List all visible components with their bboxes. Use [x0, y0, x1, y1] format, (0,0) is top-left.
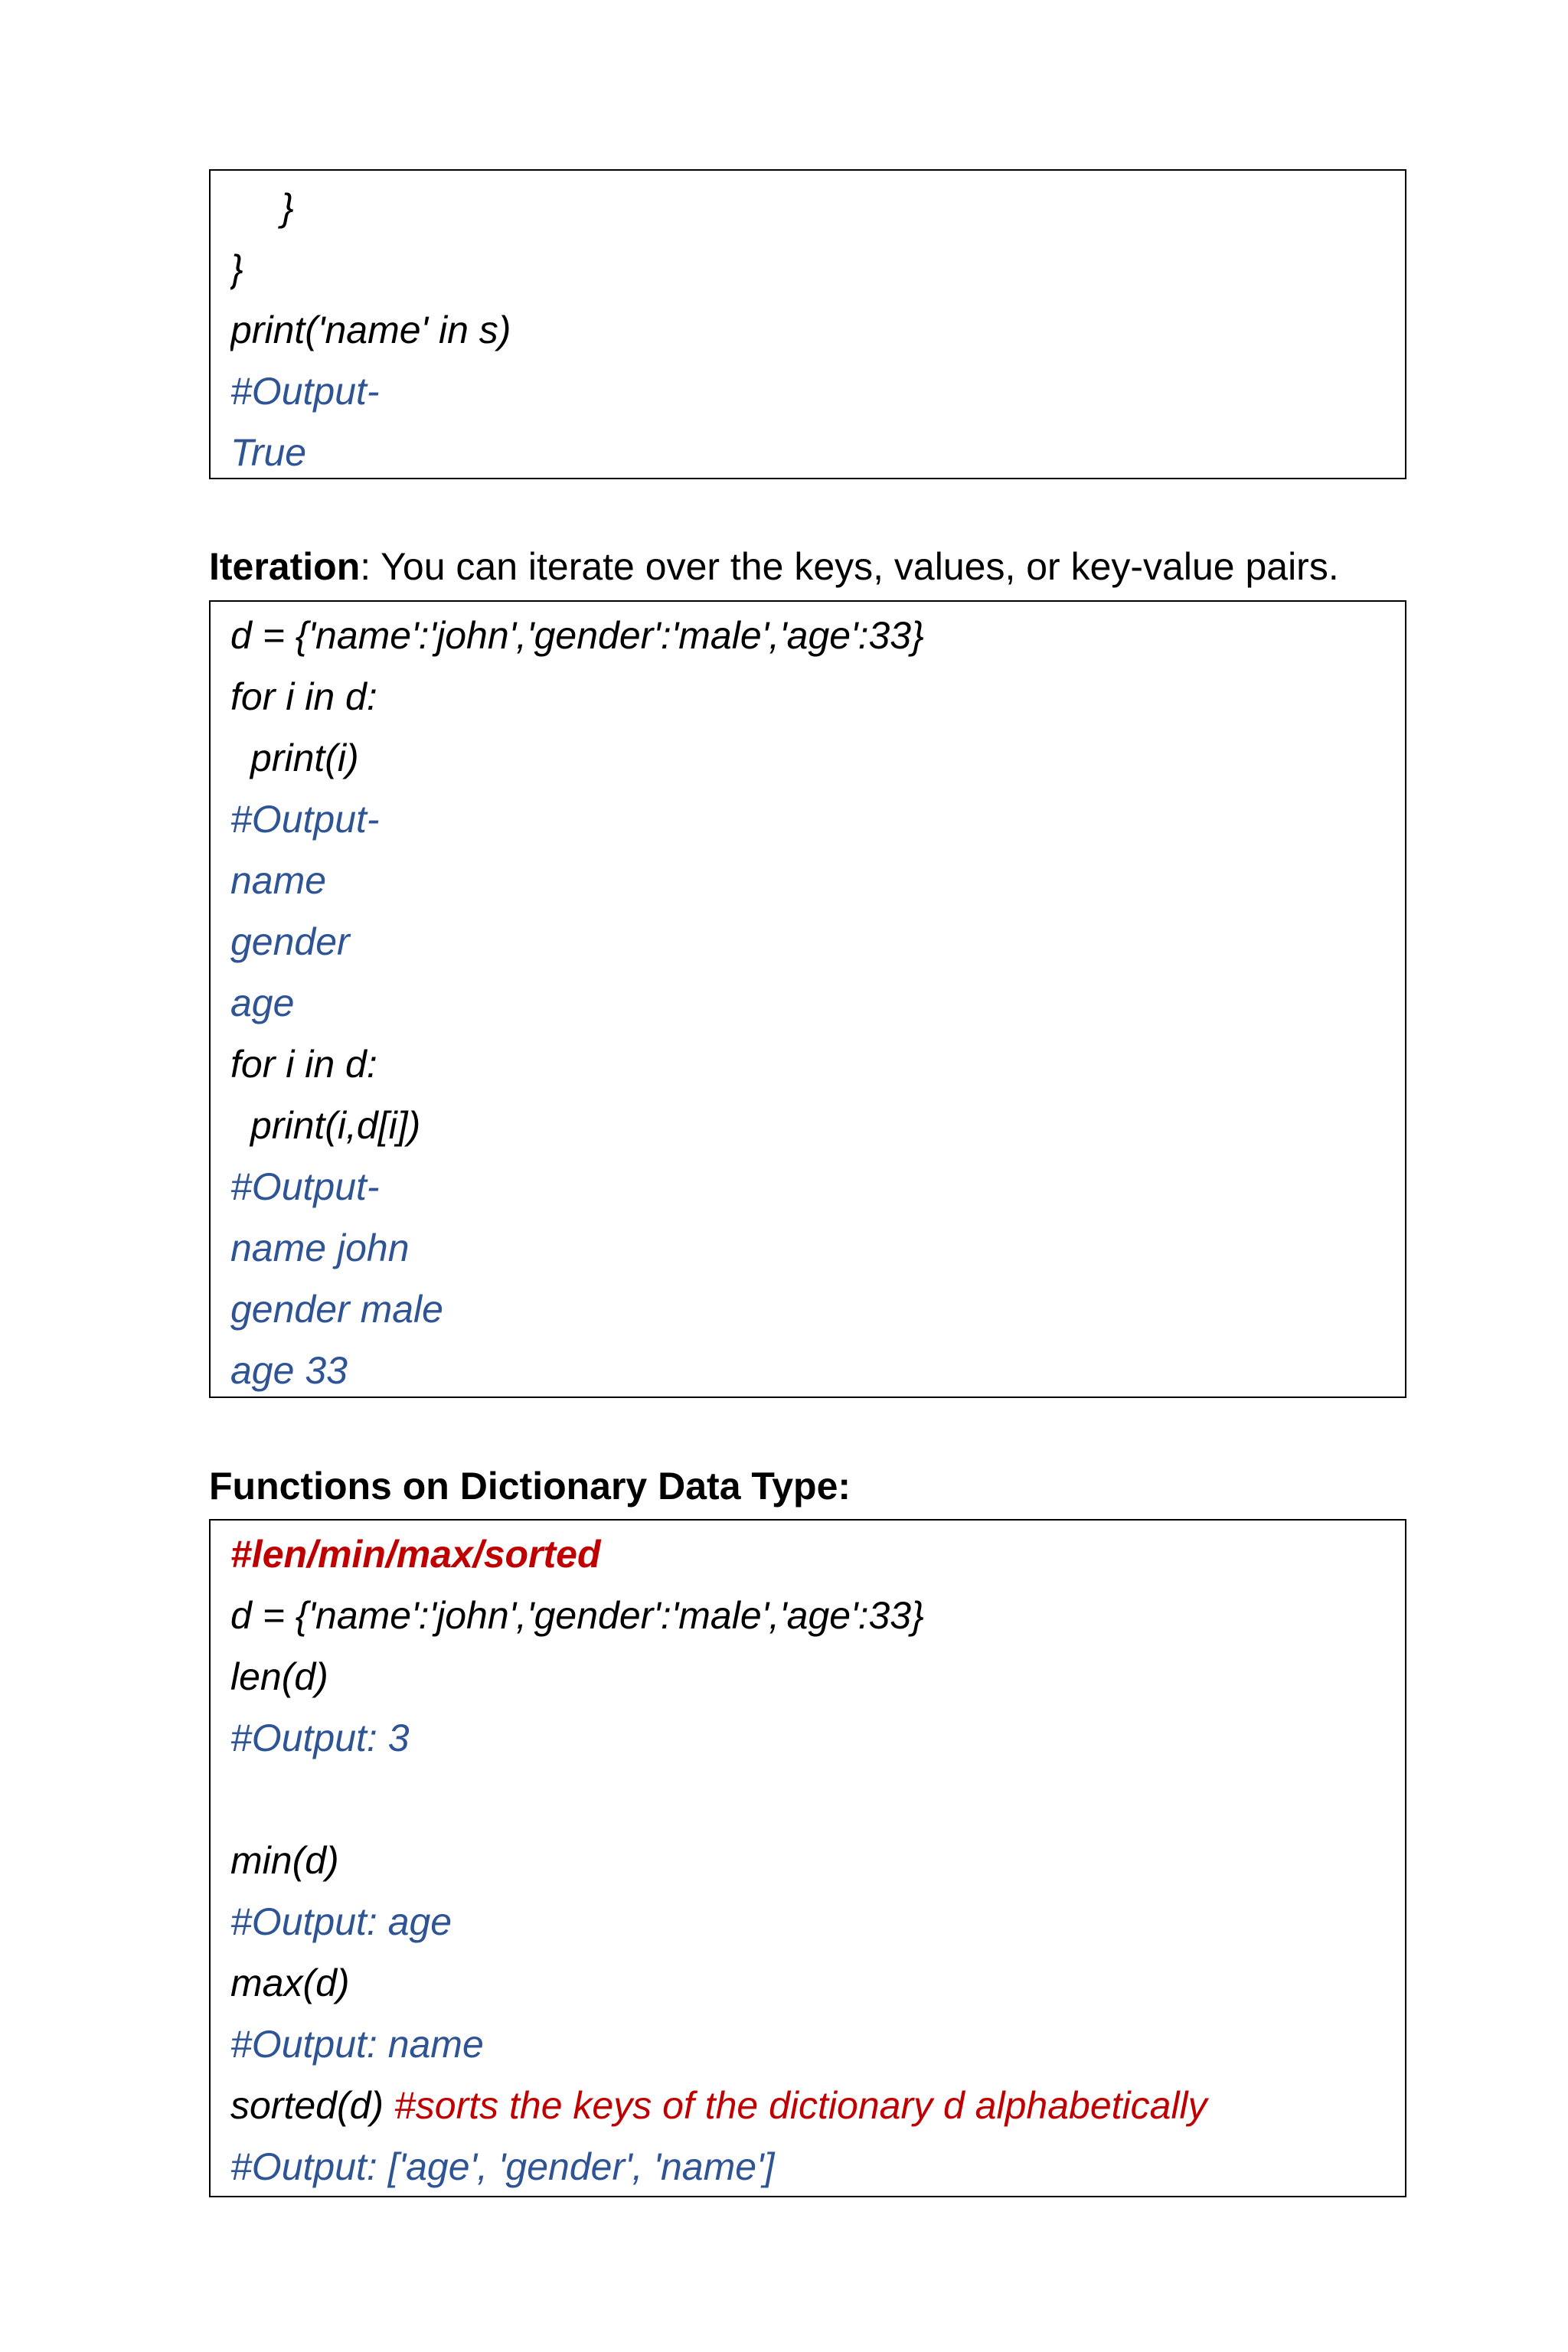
code-line: print(i)	[250, 737, 359, 779]
code-line: }	[281, 186, 294, 229]
output-line: gender	[230, 920, 350, 963]
blank-line	[230, 1769, 1405, 1830]
inline-comment: #sorts the keys of the dictionary d alphabetically	[394, 2084, 1207, 2127]
section-heading-iteration	[209, 540, 1339, 593]
output-line: name john	[230, 1227, 410, 1269]
code-line: print(i,d[i])	[250, 1104, 421, 1147]
code-line: }	[230, 247, 243, 290]
comment-line: #len/min/max/sorted	[230, 1533, 601, 1576]
output-line: #Output-	[230, 798, 380, 841]
code-line: max(d)	[230, 1962, 350, 2004]
heading-description: : You can iterate over the keys, values, or key-value pairs.	[360, 545, 1339, 588]
code-line: print('name' in s)	[230, 309, 511, 351]
code-block-functions	[209, 1519, 1406, 2197]
output-line: #Output-	[230, 1165, 380, 1208]
code-line-with-comment	[230, 2075, 1405, 2136]
code-block-membership	[209, 169, 1406, 479]
code-line: len(d)	[230, 1655, 328, 1698]
output-line: #Output: name	[230, 2023, 484, 2066]
code-line: for i in d:	[230, 1043, 377, 1086]
code-line: for i in d:	[230, 675, 377, 718]
code-line: min(d)	[230, 1839, 339, 1882]
output-line: #Output: 3	[230, 1717, 410, 1759]
code-line: d = {'name':'john','gender':'male','age':33}	[230, 1594, 924, 1637]
output-line: True	[230, 431, 307, 474]
code-block-iteration	[209, 600, 1406, 1398]
code-fragment: sorted(d)	[230, 2084, 394, 2127]
output-line: name	[230, 859, 327, 902]
output-line: #Output-	[230, 370, 380, 413]
output-line: #Output: age	[230, 1900, 452, 1943]
output-line: #Output: ['age', 'gender', 'name']	[230, 2145, 775, 2188]
output-line: gender male	[230, 1288, 443, 1331]
output-line: age 33	[230, 1349, 348, 1392]
section-heading-functions: Functions on Dictionary Data Type:	[209, 1465, 851, 1508]
heading-term: Iteration	[209, 545, 361, 588]
code-line: d = {'name':'john','gender':'male','age':33}	[230, 614, 924, 657]
output-line: age	[230, 982, 295, 1024]
